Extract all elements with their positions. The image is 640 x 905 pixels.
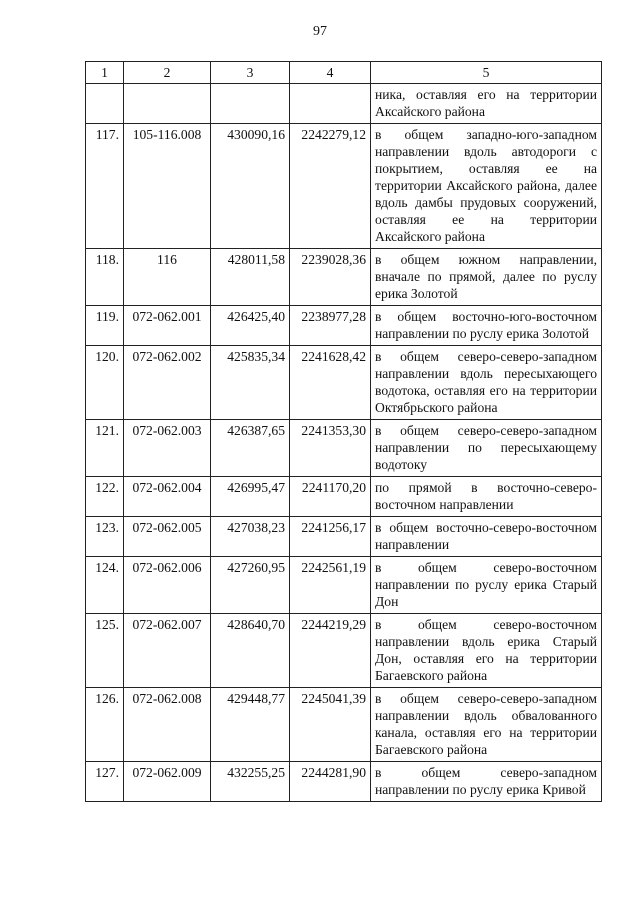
coord-y: 2244281,90 [290, 762, 371, 802]
table-row [86, 517, 602, 557]
row-number: 117. [86, 124, 124, 249]
coord-x: 429448,77 [211, 688, 290, 762]
row-number: 127. [86, 762, 124, 802]
row-number: 123. [86, 517, 124, 557]
coord-y: 2244219,29 [290, 614, 371, 688]
header-col-2: 2 [124, 62, 211, 84]
row-number: 120. [86, 346, 124, 420]
row-number: 126. [86, 688, 124, 762]
coord-y: 2241256,17 [290, 517, 371, 557]
coord-x: 428640,70 [211, 614, 290, 688]
row-number: 119. [86, 306, 124, 346]
coord-y: 2239028,36 [290, 249, 371, 306]
point-id: 072-062.009 [124, 762, 211, 802]
coord-y [290, 84, 371, 124]
boundary-description: ника, оставляя его на территории Аксайского района [371, 84, 602, 124]
boundary-description: в общем восточно-юго-восточном направлении по руслу ерика Золотой [371, 306, 602, 346]
boundary-description: в общем северо-западном направлении по руслу ерика Кривой [371, 762, 602, 802]
header-col-5: 5 [371, 62, 602, 84]
coord-y: 2238977,28 [290, 306, 371, 346]
point-id: 072-062.007 [124, 614, 211, 688]
point-id: 105-116.008 [124, 124, 211, 249]
table-row [86, 124, 602, 249]
point-id: 072-062.003 [124, 420, 211, 477]
coord-x [211, 84, 290, 124]
table-row [86, 762, 602, 802]
row-number: 118. [86, 249, 124, 306]
table-row [86, 614, 602, 688]
coord-y: 2242279,12 [290, 124, 371, 249]
coord-x: 425835,34 [211, 346, 290, 420]
point-id: 072-062.004 [124, 477, 211, 517]
header-col-1: 1 [86, 62, 124, 84]
row-number: 124. [86, 557, 124, 614]
table-row [86, 420, 602, 477]
coord-x: 426995,47 [211, 477, 290, 517]
coord-y: 2241353,30 [290, 420, 371, 477]
row-number: 125. [86, 614, 124, 688]
boundary-description: в общем западно-юго-западном направлении вдоль автодороги с покрытием, оставляя ее на территории Аксайского района, далее вдоль дамбы прудовых сооружений, оставляя ее на территории Аксайского района [371, 124, 602, 249]
coord-x: 430090,16 [211, 124, 290, 249]
coord-x: 427260,95 [211, 557, 290, 614]
boundary-description: по прямой в восточно-северо-восточном направлении [371, 477, 602, 517]
boundary-description: в общем северо-восточном направлении вдоль ерика Старый Дон, оставляя его на территории Багаевского района [371, 614, 602, 688]
coord-y: 2242561,19 [290, 557, 371, 614]
coord-x: 432255,25 [211, 762, 290, 802]
boundary-description: в общем южном направлении, вначале по прямой, далее по руслу ерика Золотой [371, 249, 602, 306]
table-row [86, 688, 602, 762]
page-number: 97 [313, 24, 327, 39]
point-id [124, 84, 211, 124]
boundary-description: в общем северо-северо-западном направлении вдоль обвалованного канала, оставляя его на территории Багаевского района [371, 688, 602, 762]
boundary-description: в общем восточно-северо-восточном направлении [371, 517, 602, 557]
coord-y: 2241628,42 [290, 346, 371, 420]
coord-x: 427038,23 [211, 517, 290, 557]
point-id: 072-062.002 [124, 346, 211, 420]
coord-y: 2241170,20 [290, 477, 371, 517]
coord-y: 2245041,39 [290, 688, 371, 762]
point-id: 116 [124, 249, 211, 306]
table-row [86, 84, 602, 124]
point-id: 072-062.001 [124, 306, 211, 346]
point-id: 072-062.008 [124, 688, 211, 762]
boundary-table [85, 61, 602, 802]
table-row [86, 477, 602, 517]
coord-x: 426425,40 [211, 306, 290, 346]
header-col-4: 4 [290, 62, 371, 84]
table-row [86, 249, 602, 306]
header-col-3: 3 [211, 62, 290, 84]
row-number: 121. [86, 420, 124, 477]
row-number: 122. [86, 477, 124, 517]
coord-x: 426387,65 [211, 420, 290, 477]
point-id: 072-062.005 [124, 517, 211, 557]
point-id: 072-062.006 [124, 557, 211, 614]
table-header-row [86, 62, 602, 84]
table-row [86, 346, 602, 420]
boundary-description: в общем северо-северо-западном направлении вдоль пересыхающего водотока, оставляя его на территории Октябрьского района [371, 346, 602, 420]
table-row [86, 306, 602, 346]
coord-x: 428011,58 [211, 249, 290, 306]
boundary-description: в общем северо-северо-западном направлении по пересыхающему водотоку [371, 420, 602, 477]
boundary-description: в общем северо-восточном направлении по руслу ерика Старый Дон [371, 557, 602, 614]
row-number [86, 84, 124, 124]
table-row [86, 557, 602, 614]
